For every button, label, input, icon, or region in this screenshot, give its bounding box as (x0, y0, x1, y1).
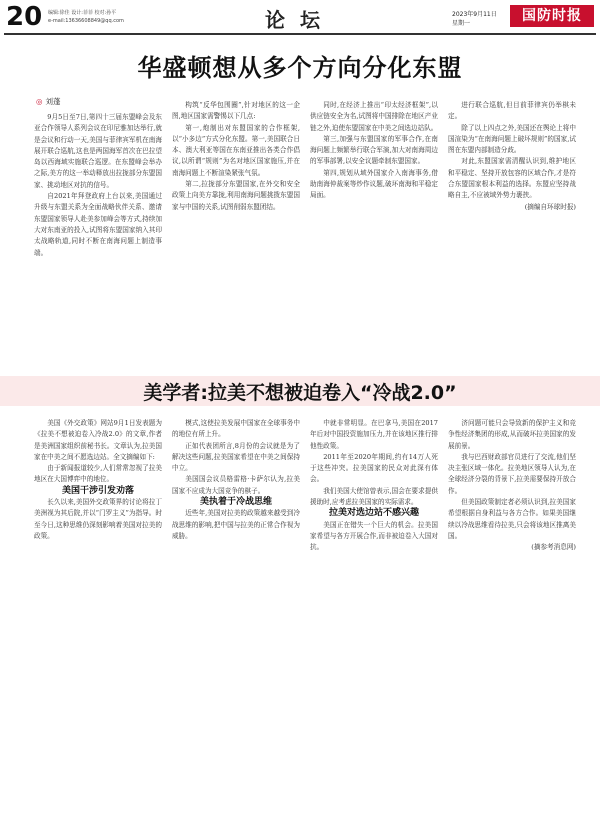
paragraph: 第三,加强与东盟国家的军事合作,在南海问题上频繁举行联合军演,加大对南海周边的军事部署,以安全议题牵制东盟国家。 (310, 134, 438, 166)
subheading: 美执着于冷战思维 (199, 497, 272, 508)
paragraph: 美国正在错失一个巨大的机会。拉美国家希望与各方开展合作,而非被迫卷入大国对抗。 (310, 520, 438, 552)
staff-line: 编辑:徐佳 设计:菲菲 校对:孙平 (48, 10, 117, 16)
paragraph: 第一,炮制出对东盟国家的合作框架,以“小多边”方式分化东盟。第一,美国联合日本、澳大利亚等国在东南亚推出各类合作倡议,以所谓“规则”为名对地区国家施压,并在南海问题上不断渲染紧张气氛。 (172, 123, 300, 177)
article1-title: 华盛顿想从多个方向分化东盟 (137, 54, 463, 82)
email-line: e-mail:13636608849@qq.com (48, 18, 124, 24)
paragraph: 同时,在经济上推出“印太经济框架”,以供应链安全为名,试图将中国排除在地区产业链之外,迫使东盟国家在中美之间选边站队。 (310, 101, 438, 132)
paragraph: 模式,这使拉美发展中国家在全球事务中的地位有所上升。 (172, 419, 300, 439)
paragraph: 我们美国大使馆曾表示,国会在要求提供援助时,应考虑拉美国家的实际需求。 (310, 486, 438, 507)
subheading: 美国干涉引发劝落 (61, 485, 134, 496)
paragraph: 构筑“反华包围圈”,针对地区的这一企图,地区国家需警惕以下几点: (172, 101, 300, 121)
section-title: 论 坛 (265, 8, 324, 32)
subheading: 拉美对选边站不感兴趣 (328, 508, 419, 519)
article1-column-1 (34, 112, 162, 372)
byline-mark-icon: ◎ (36, 97, 43, 106)
article1-column-4 (448, 100, 576, 372)
author: 刘蓬 (45, 97, 61, 106)
paragraph: 美国国会议员格雷格·卡萨尔认为,拉美国家不应成为大国竞争的棋子。 (172, 475, 300, 495)
paragraph: 自2021年拜登政府上台以来,美国通过升级与东盟关系为全面战略伙伴关系、邀请东盟国家领导人赴美参加峰会等方式,持续加大对东南亚的投入,试图将东盟国家纳入其印太战略轨道,同时不断在南海问题上制造事端。 (34, 192, 162, 257)
paragraph: 近些年,美国对拉美的政策越来越受到冷战思维的影响,把中国与拉美的正常合作视为威胁。 (172, 509, 300, 540)
source-note: (摘参考消息网) (531, 543, 576, 552)
paragraph: 长久以来,美国外交政策界的讨论将拉丁美洲视为其后院,并以“门罗主义”为指导。时至今日,这种思维仍深刻影响着美国对拉美的政策。 (34, 498, 162, 540)
article2-column-2 (172, 418, 300, 828)
paragraph: 进行联合巡航,但目前菲律宾仍举棋未定。 (448, 101, 576, 121)
page-number: 20 (6, 2, 43, 32)
article2-title: 美学者:拉美不想被迫卷入“冷战2.0” (143, 382, 457, 404)
paragraph: 但美国政策制定者必须认识到,拉美国家希望根据自身利益与各方合作。如果美国继续以冷战思维看待拉美,只会将该地区推离美国。 (448, 498, 576, 540)
source-note: (摘编自环球时报) (524, 202, 576, 211)
newspaper-logo: 国防时报 (510, 5, 594, 27)
paragraph: 我与巴西财政部官员进行了交流,他们坚决主张区域一体化。拉美地区领导人认为,在全球经济分裂的背景下,拉美需要保持开放合作。 (448, 452, 576, 495)
masthead (0, 0, 600, 36)
paragraph: 第二,拉拢部分东盟国家,在外交和安全政策上向美方靠拢,利用南海问题挑拨东盟国家与中国的关系,试图削弱东盟团结。 (172, 180, 300, 211)
staff-info (48, 9, 124, 25)
weekday: 星期一 (452, 20, 471, 27)
paragraph: 第四,规划从域外国家介入南海事务,借助南海仲裁案等炒作议题,破坏南海和平稳定局面。 (310, 168, 438, 200)
paragraph: 除了以上四点之外,美国还在舆论上将中国渲染为“在南海问题上破坏规则”的国家,试图在东盟内部制造分歧。 (448, 123, 576, 155)
article2-column-1 (34, 418, 162, 828)
paragraph: 正如代表团所言,8月份的会议就是为了解决这些问题,拉美国家希望在中美之间保持中立。 (172, 441, 300, 473)
article1-column-2 (172, 100, 300, 372)
paragraph: 对此,东盟国家需清醒认识到,维护地区和平稳定、坚持开放包容的区域合作,才是符合东盟国家根本利益的选择。东盟应坚持战略自主,不应被域外势力裹挟。 (448, 157, 576, 200)
byline (36, 96, 61, 107)
paragraph: 9月5日至7日,第四十三届东盟峰会及东亚合作领导人系列会议在印尼雅加达举行,就是会议和行动一天,美国与菲律宾军机在南海展开联合巡航,这也是两国海军首次在巴拉望岛以西海域实施联合巡逻。在东盟峰会举办之际,美方的这一举动释放出拉拢部分东盟国家、挑动地区对抗的信号。 (34, 113, 162, 189)
masthead-rule (4, 33, 596, 35)
paragraph: 济问题可能只会导致新的保护主义和竞争性经济集团的形成,从而破坏拉美国家的发展前景。 (448, 419, 576, 450)
date: 2023年9月11日 (452, 11, 497, 18)
paragraph: 中就非常明显。在巴拿马,美国在2017年后对中国投资施加压力,并在该地区推行排他性政策。 (310, 419, 438, 450)
article2-column-3 (310, 418, 438, 828)
date-info (452, 10, 497, 28)
paragraph: 美国《外交政策》网站9月1日发表题为《拉美不想被迫卷入冷战2.0》的文章,作者是美洲国家组织前秘书长。文章认为,拉美国家在中美之间不愿选边站。全文摘编如下: (34, 419, 162, 461)
paragraph: 由于新闻报道较少,人们常常忽视了拉美地区在大国博弈中的地位。 (34, 464, 162, 484)
paragraph: 2011年至2020年期间,约有14万人死于这些冲突。拉美国家的民众对此深有体会。 (310, 452, 438, 484)
article2-column-4 (448, 418, 576, 828)
article1-column-3 (310, 100, 438, 372)
